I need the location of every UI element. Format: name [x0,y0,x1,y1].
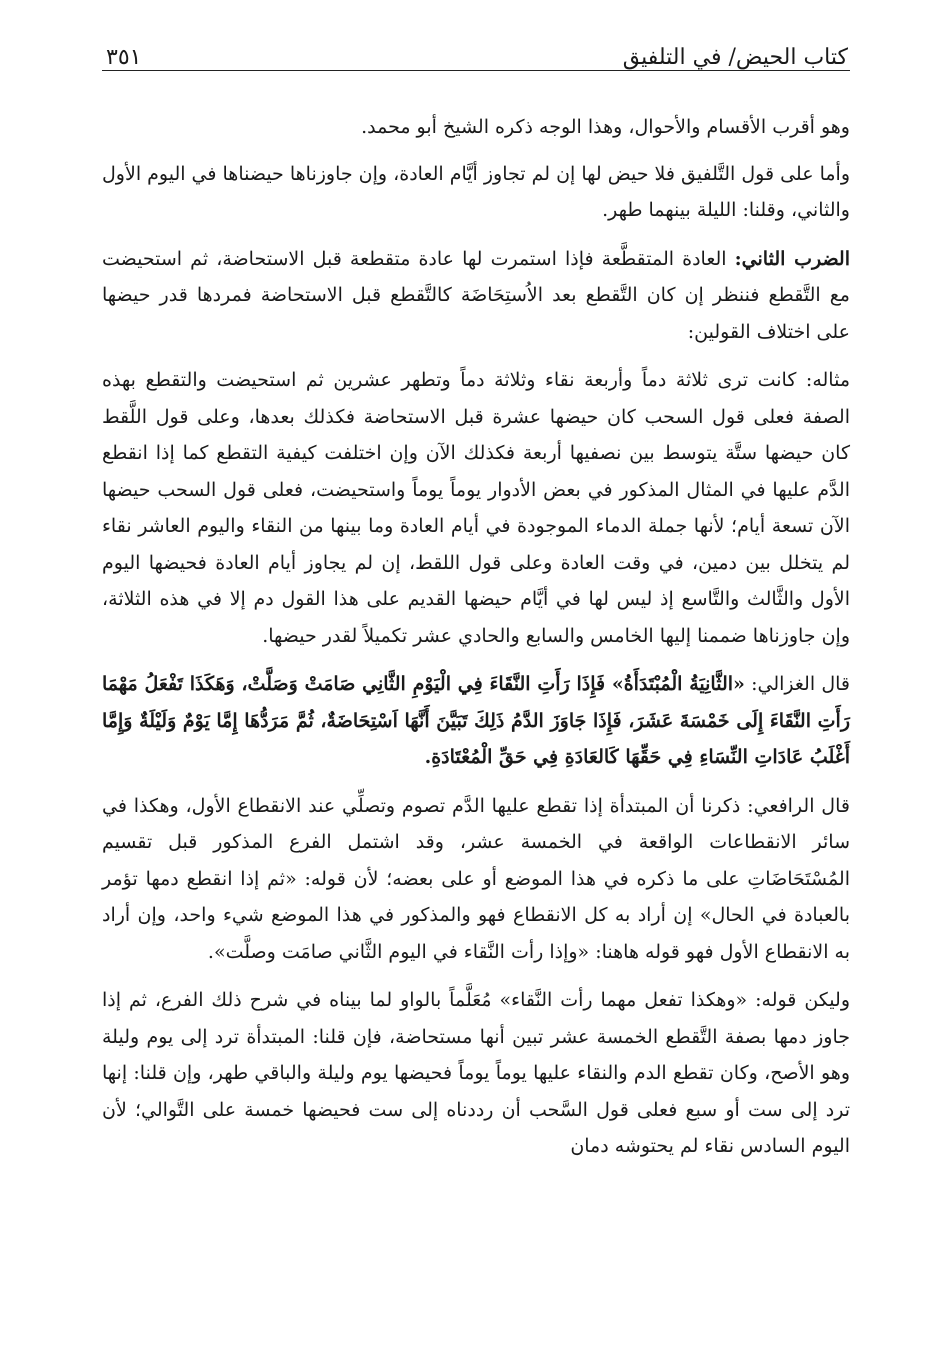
matn-quote: «الثَّانِيَةُ الْمُبْتَدَأَةُ» فَإِذَا رَأَتِ النَّقَاءَ فِي الْيَوْمِ الثَّانِي صَامَتْ وَصَلَّتْ، وَهَكَذَا تَفْعَلُ مَهْمَا رَأَتِ النَّقَاءَ إِلَى خَمْسَةَ عَشَرَ، فَإِذَا جَاوَزَ الدَّمُ ذَلِكَ تَبَيَّنَ أَنَّهَا اَسْتِحَاضَةٌ، ثُمَّ مَرَدُّهَا إِمَّا يَوْمٌ وَلَيْلَةٌ وَإِمَّا أَغْلَبُ عَادَاتِ النِّسَاءِ فِي حَقِّهَا كَالعَادَةِ فِي حَقِّ الْمُعْتَادَةِ. [102,673,850,768]
paragraph-7 [102,982,850,1165]
chapter-title: كتاب الحيض/ في التلفيق [622,45,848,70]
book-page [102,22,850,1332]
paragraph-3 [102,241,850,351]
paragraph-4 [102,362,850,654]
speaker-label: قال الغزالي: [744,673,851,695]
paragraph-5-ghazali [102,666,850,776]
paragraph-1 [102,109,850,146]
paragraph-2 [102,156,850,229]
paragraph-text: وليكن قوله: «وهكذا تفعل مهما رأت النَّقاء» مُعَلَّماً بالواو لما بيناه في شرح ذلك الفرع، ثم إذا جاوز دمها بصفة التَّقطع الخمسة عشر تبين أنها مستحاضة، فإن قلنا: المبتدأة ترد إلى يوم وليلة وهو الأصح، وكان تقطع الدم والنقاء عليها يوماً يوماً فحيضها يوم وليلة والباقي طهر، وإن قلنا: إنها ترد إلى ست أو سبع فعلى قول السَّحب أن رددناه إلى ست فحيضها خمسة على التَّوالي؛ لأن اليوم السادس نقاء لم يحتوشه دمان [102,989,850,1157]
paragraph-text: قال الرافعي: ذكرنا أن المبتدأة إذا تقطع عليها الدَّم تصوم وتصلِّي عند الانقطاع الأول، وهكذا في سائر الانقطاعات الواقعة في الخمسة عشر، وقد اشتمل الفرع المذكور قبل تقسيم المُسْتَحَاضَاتِ على ما ذكره في هذا الموضع أو على بعضه؛ لأن قوله: «ثم إذا انقطع دمها تؤمر بالعبادة في الحال» إن أراد به كل الانقطاع فهو والمذكور في هذا الموضع شيء واحد، وإن أراد به الانقطاع الأول فهو قوله هاهنا: «وإذا رأت النَّقاء في اليوم الثَّاني صامَت وصلَّت». [102,794,850,963]
paragraph-text: مثاله: كانت ترى ثلاثة دماً وأربعة نقاء وثلاثة دماً وتطهر عشرين ثم استحيضت والتقطع بهذه الصفة فعلى قول السحب كان حيضها عشرة قبل الاستحاضة فكذلك بعدها، وعلى قول اللَّقط كان حيضها ستَّة يتوسط بين نصفيها أربعة فكذلك الآن وإن اختلفت كيفية التقطع كما إذا انقطع الدَّم عليها في المثال المذكور في بعض الأدوار يوماً يوماً واستحيضت، فعلى قول السحب حيضها الآن تسعة أيام؛ لأنها جملة الدماء الموجودة في أيام العادة وما بينها من النقاء واليوم العاشر نقاء لم يتخلل بين دمين، في وقت العادة وعلى قول اللقط، إن لم يجاوز أيام العادة فحيضها اليوم الأول والثَّالث والتَّاسع إذ ليس لها في أيَّام حيضها القديم على هذا القول دم إلا في هذه الثلاثة، وإن جاوزناها ضممنا إليها الخامس والسابع والحادي عشر تكميلاً لقدر حيضها. [102,369,850,647]
paragraph-text: العادة المتقطَّعة فإذا استمرت لها عادة متقطعة قبل الاستحاضة، ثم استحيضت مع التَّقطع فننظر إن كان التَّقطع بعد الاُستِحَاضَة كالتَّقطع قبل الاستحاضة فمردها قدر حيضها على اختلاف القولين: [102,247,850,343]
page-body [102,109,850,1165]
paragraph-text: وهو أقرب الأقسام والأحوال، وهذا الوجه ذكره الشيخ أبو محمد. [361,116,850,138]
running-header [102,22,850,71]
paragraph-6-rafii [102,788,850,971]
paragraph-text: وأما على قول التَّلفيق فلا حيض لها إن لم تجاوز أيَّام العادة، وإن جاوزناها حيضناها في اليوم الأول والثاني، وقلنا: الليلة بينهما طهر. [102,162,850,221]
section-lead: الضرب الثاني: [734,247,850,270]
page-number: ٣٥١ [106,45,142,70]
